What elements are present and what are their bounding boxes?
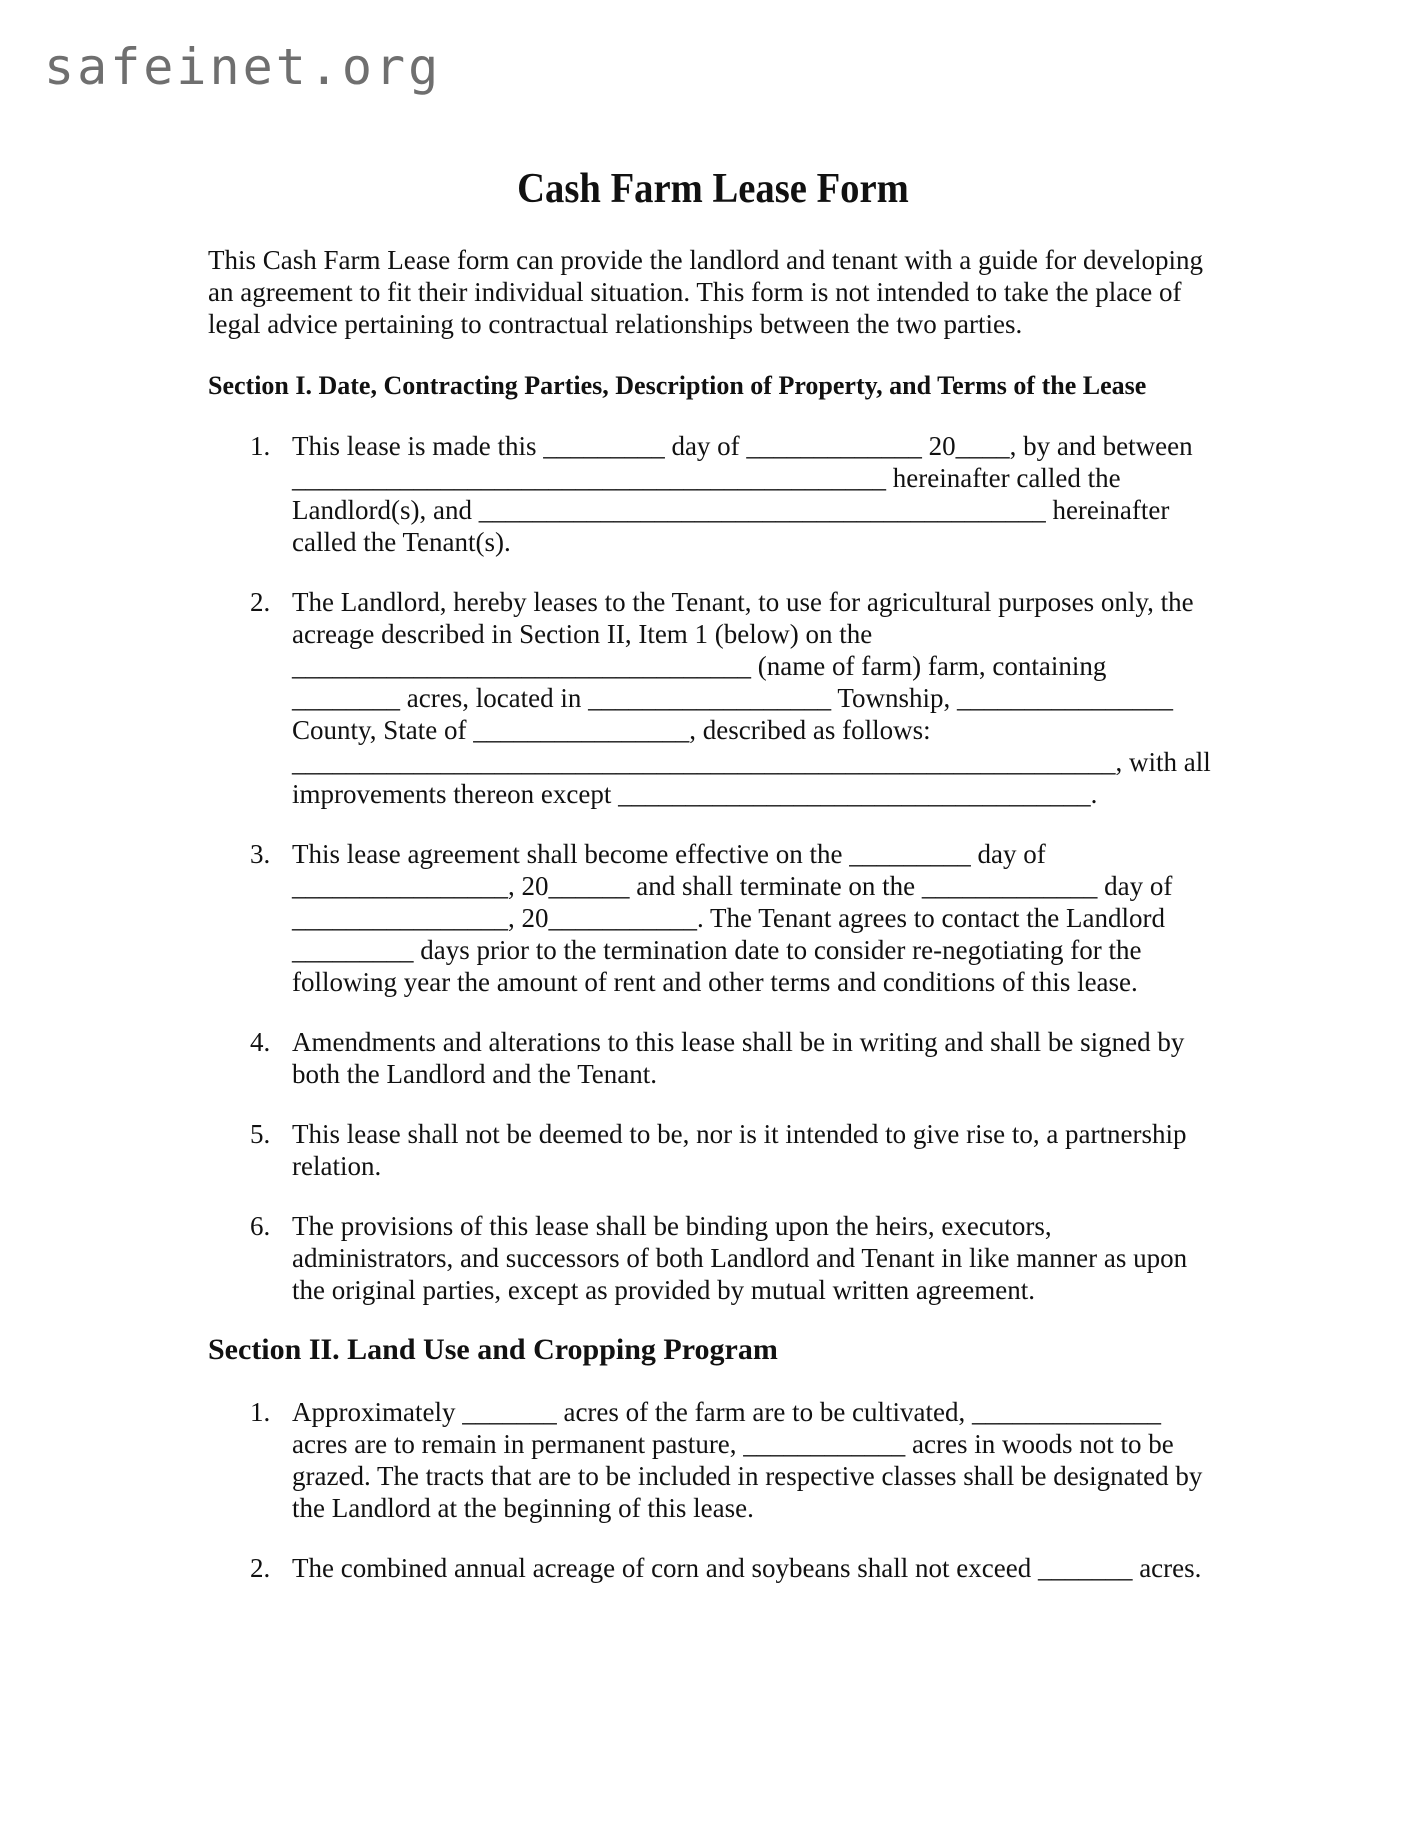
document-title: Cash Farm Lease Form — [517, 166, 909, 212]
item-text: The Landlord, hereby leases to the Tenant, to use for agricultural purposes only, the acreage described in Section II, Item 1 (below) on the __________________________________ (name of farm) farm, containing ________ acres, located in __________________ Township, ________________ County, State of ________________, described as follows: _____________________________________________________________, with all improvements thereon except ___________________________________. — [292, 587, 1211, 810]
item-number: 1. — [250, 1397, 271, 1428]
item-text: Amendments and alterations to this lease shall be in writing and shall be signed by both the Landlord and the Tenant. — [292, 1027, 1185, 1090]
item-text: This lease agreement shall become effective on the _________ day of ________________, 20______ and shall terminate on the _____________ day of ________________, 20___________. The Tenant agrees to contact the Landlord _________ days prior to the termination date to consider re-negotiating for the following year the amount of rent and other terms and conditions of this lease. — [292, 839, 1173, 998]
document-page — [208, 164, 1218, 1612]
section-1-list — [208, 430, 1218, 1306]
item-number: 2. — [250, 1553, 271, 1584]
list-item — [208, 1118, 1218, 1182]
watermark: safeinet.org — [44, 38, 442, 96]
list-item — [208, 430, 1218, 558]
item-number: 5. — [250, 1119, 271, 1150]
intro-paragraph: This Cash Farm Lease form can provide the landlord and tenant with a guide for developing an agreement to fit their individual situation. This form is not intended to take the place of legal advice pertaining to contractual relationships between the two parties. — [208, 245, 1203, 340]
item-text: This lease is made this _________ day of _____________ 20____, by and between ____________________________________________ hereinafter called the Landlord(s), and __________________________________________ hereinafter called the Tenant(s). — [292, 431, 1193, 558]
item-text: The combined annual acreage of corn and soybeans shall not exceed _______ acres. — [292, 1553, 1202, 1584]
item-text: Approximately _______ acres of the farm are to be cultivated, ______________ acres are to remain in permanent pasture, ____________ acres in woods not to be grazed. The tracts that are to be included in respective classes shall be designated by the Landlord at the beginning of this lease. — [292, 1397, 1203, 1524]
list-item — [208, 1210, 1218, 1306]
list-item — [208, 586, 1218, 810]
section-1-heading: Section I. Date, Contracting Parties, Description of Property, and Terms of the Lease — [208, 371, 1147, 401]
item-number: 2. — [250, 587, 271, 618]
list-item — [208, 1396, 1218, 1524]
item-number: 3. — [250, 839, 271, 870]
list-item — [208, 1552, 1218, 1584]
section-2-heading: Section II. Land Use and Cropping Program — [208, 1333, 778, 1367]
item-number: 4. — [250, 1027, 271, 1058]
list-item — [208, 1026, 1218, 1090]
list-item — [208, 838, 1218, 998]
section-2-list — [208, 1396, 1218, 1584]
item-text: The provisions of this lease shall be binding upon the heirs, executors, administrators, and successors of both Landlord and Tenant in like manner as upon the original parties, except as provided by mutual written agreement. — [292, 1211, 1188, 1306]
item-number: 1. — [250, 431, 271, 462]
item-number: 6. — [250, 1211, 271, 1242]
item-text: This lease shall not be deemed to be, nor is it intended to give rise to, a partnership relation. — [292, 1119, 1187, 1182]
